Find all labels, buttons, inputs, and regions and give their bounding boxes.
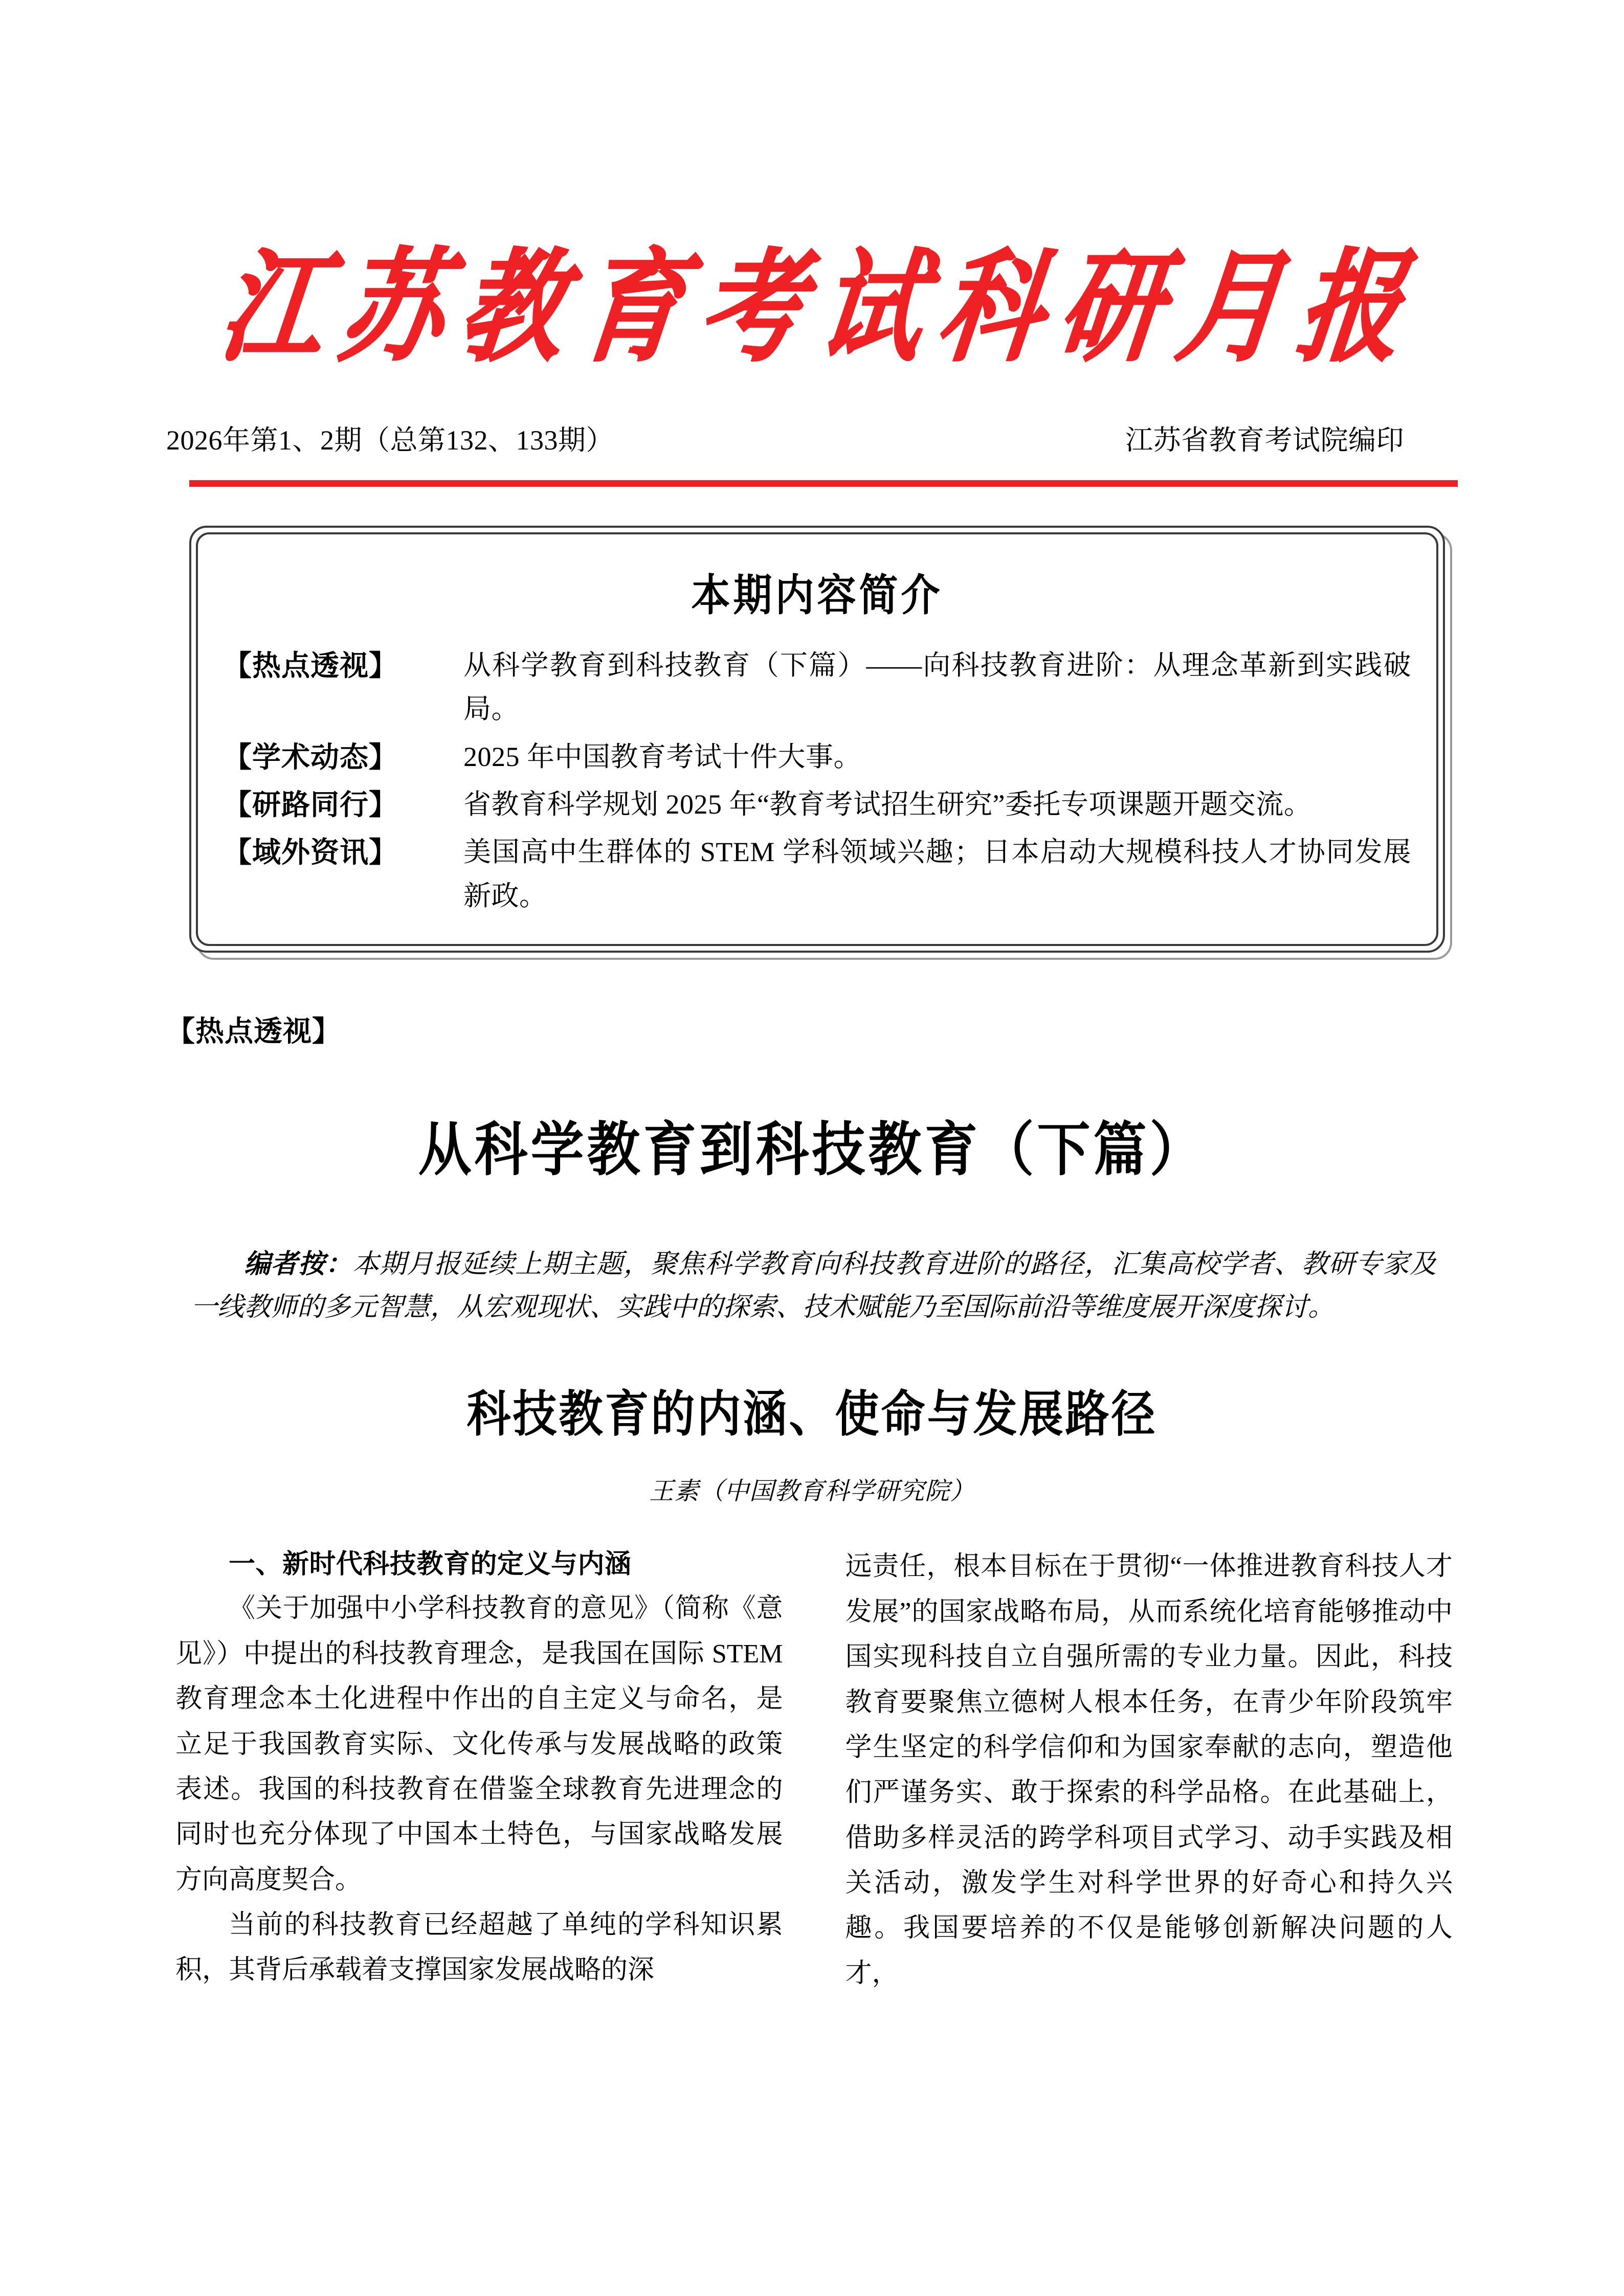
body-column-right [846, 1544, 1453, 1996]
editor-note-label: 编者按： [244, 1249, 352, 1279]
body-paragraph: 《关于加强中小学科技教育的意见》（简称《意见》）中提出的科技教育理念，是我国在国际 STEM 教育理念本土化进程中作出的自主定义与命名，是立足于我国教育实际、文化传承与发展战略的政策表述。我国的科技教育在借鉴全球教育先进理念的同时也充分体现了中国本土特色，与国家战略发展方向高度契合。 [175, 1594, 783, 1895]
article-title: 从科学教育到科技教育（下篇） [418, 1117, 1206, 1183]
contents-entry-label: 【热点透视】 [223, 649, 398, 682]
editor-note [191, 1243, 1436, 1329]
contents-entry-label: 【域外资讯】 [223, 836, 398, 869]
publisher-imprint: 江苏省教育考试院编印 [1125, 425, 1404, 456]
contents-entry-text: 2025 年中国教育考试十件大事。 [463, 741, 861, 772]
body-column-left [175, 1544, 783, 1996]
body-paragraph: 远责任，根本目标在于贯彻“一体推进教育科技人才发展”的国家战略布局，从而系统化培育能够推动中国实现科技自立自强所需的专业力量。因此，科技教育要聚焦立德树人根本任务，在青少年阶段筑牢学生坚定的科学信仰和为国家奉献的志向，塑造他们严谨务实、敢于探索的科学品格。在此基础上，借助多样灵活的跨学科项目式学习、动手实践及相关活动，激发学生对科学世界的好奇心和持久兴趣。我国要培养的不仅是能够创新解决问题的人才， [845, 1552, 1453, 1988]
sub-article-title: 科技教育的内涵、使命与发展路径 [466, 1387, 1158, 1443]
masthead-title: 江苏教育考试科研月报 [214, 242, 1428, 376]
article-byline: 王素（中国教育科学研究院） [649, 1478, 975, 1505]
body-columns [175, 1544, 1453, 1996]
issue-bar [166, 418, 1458, 458]
contents-entry[interactable] [223, 830, 1411, 918]
issue-number: 2026年第1、2期（总第132、133期） [166, 425, 614, 456]
body-paragraph: 当前的科技教育已经超越了单纯的学科知识累积，其背后承载着支撑国家发展战略的深 [175, 1910, 783, 1985]
contents-box-wrapper [189, 526, 1445, 953]
contents-entry-text: 从科学教育到科技教育（下篇）——向科技教育进阶：从理念革新到实践破局。 [463, 650, 1411, 725]
contents-title: 本期内容简介 [691, 571, 943, 620]
section-tag-hotspot: 【热点透视】 [166, 1015, 341, 1047]
contents-entry[interactable] [223, 783, 1411, 826]
body-section-heading: 一、新时代科技教育的定义与内涵 [229, 1549, 632, 1580]
contents-entry-text: 省教育科学规划 2025 年“教育考试招生研究”委托专项课题开题交流。 [463, 789, 1312, 820]
contents-entry-label: 【研路同行】 [223, 788, 398, 821]
contents-list [223, 644, 1411, 918]
contents-entry[interactable] [223, 735, 1411, 779]
editor-note-text: 本期月报延续上期主题，聚焦科学教育向科技教育进阶的路径，汇集高校学者、教研专家及一线教师的多元智慧，从宏观现状、实践中的探索、技术赋能乃至国际前沿等维度展开深度探讨。 [191, 1249, 1436, 1322]
red-divider-rule [189, 480, 1458, 487]
contents-box [189, 526, 1445, 953]
contents-entry-label: 【学术动态】 [223, 740, 398, 773]
contents-entry-text: 美国高中生群体的 STEM 学科领域兴趣；日本启动大规模科技人才协同发展新政。 [463, 837, 1411, 911]
masthead [166, 0, 1458, 376]
contents-entry[interactable] [223, 644, 1411, 731]
